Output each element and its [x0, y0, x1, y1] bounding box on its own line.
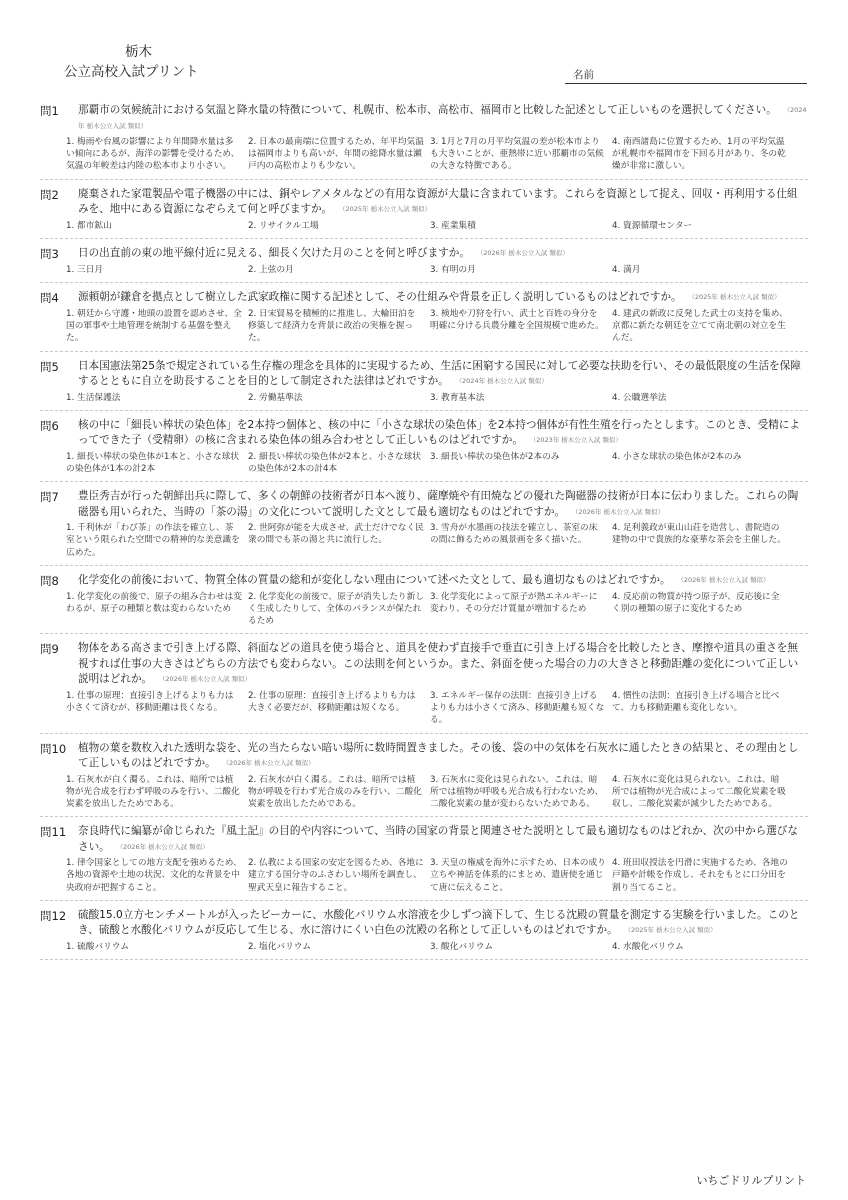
question-text: 化学変化の前後において、物質全体の質量の総和が変化しない理由について述べた文として、最も適切なものはどれですか。	[78, 573, 671, 586]
answer-choice: 2. 仏教による国家の安定を図るため、各地に建立する国分寺のふさわしい場所を調査し、聖武天皇に報告すること。	[248, 858, 424, 893]
answer-choice: 2. 化学変化の前後で、原子が消失したり新しく生成したりして、全体のバランスが保たれるため	[248, 591, 424, 627]
question-source: （2023年 栃木公立入試 類似）	[532, 436, 622, 445]
answer-choice: 3. 天皇の権威を海外に示すため、日本の成り立ちや神話を体系的にまとめ、遣唐使を通じて唐に伝えること。	[430, 858, 606, 893]
question-number: 問11	[40, 825, 67, 840]
question-block	[40, 184, 808, 239]
question-block	[40, 738, 808, 818]
answer-choice: 1. 硫酸バリウム	[66, 941, 130, 952]
question-number: 問1	[40, 104, 59, 118]
answer-choice: 2. 仕事の原理：直接引き上げるよりも力は大きく必要だが、移動距離は短くなる。	[248, 690, 416, 714]
answer-choice: 1. 梅雨や台風の影響により年間降水量は多い傾向にあるが、海洋の影響を受けるため、気温の年較差は内陸の松本市より小さい。	[66, 137, 240, 172]
answer-choice: 4. 足利義政が東山山荘を造営し、書院造の建物の中で貴族的な豪華な茶会を主催した。	[612, 523, 786, 546]
question-text-container	[78, 824, 808, 855]
question-header	[40, 908, 808, 939]
answer-choice: 1. 石灰水が白く濁る。これは、暗所では植物が光合成を行わず呼吸のみを行い、二酸化炭素を放出したためである。	[66, 774, 240, 809]
answer-choice: 3. 有明の月	[430, 264, 476, 275]
question-block	[40, 821, 808, 901]
question-number: 問7	[40, 490, 59, 505]
question-text-container	[78, 908, 808, 939]
question-text: 豊臣秀吉が行った朝鮮出兵に際して、多くの朝鮮の技術者が日本へ渡り、薩摩焼や有田焼などの優れた陶磁器の技術が日本に伝わりました。これらの陶磁器も用いられた、当時の「茶の湯」の文化について説明した文として最も適切なものはどれですか。	[78, 490, 799, 518]
answer-choice: 1. 化学変化の前後で、原子の組み合わせは変わるが、原子の種類と数は変わらないため	[66, 591, 242, 615]
question-source: （2024年 栃木公立入試 類似）	[458, 377, 548, 386]
question-block	[40, 486, 808, 566]
question-number: 問2	[40, 187, 59, 202]
question-text-container	[78, 489, 808, 520]
choice-list	[40, 451, 808, 475]
answer-choice: 4. 南西諸島に位置するため、1月の平均気温が札幌市や福岡市を下回る月があり、冬の乾燥が非常に激しい。	[612, 137, 786, 172]
question-text-container	[78, 741, 808, 772]
answer-choice: 4. 建武の新政に反発した武士の支持を集め、京都に新たな朝廷を立てて南北朝の対立を生んだ。	[612, 309, 788, 344]
answer-choice: 2. 日本の最南端に位置するため、年平均気温は福岡市よりも高いが、年間の総降水量は瀬戸内の高松市よりも少ない。	[248, 137, 424, 172]
footer-brand: いちごドリルプリント	[696, 1174, 806, 1187]
answer-choice: 1. 細長い棒状の染色体が1本と、小さな球状の染色体が1本の計2本	[66, 451, 239, 475]
question-text-container	[78, 187, 808, 218]
answer-choice: 4. 公職選挙法	[612, 392, 667, 403]
answer-choice: 4. 石灰水に変化は見られない。これは、暗所では植物が光合成によって二酸化炭素を吸収し、二酸化炭素が減少したためである。	[612, 774, 786, 809]
question-header	[40, 418, 808, 449]
answer-choice: 2. 塩化バリウム	[248, 941, 312, 952]
name-label: 名前	[573, 69, 594, 81]
answer-choice: 1. 三日月	[66, 264, 104, 275]
choice-list	[40, 941, 808, 953]
question-block	[40, 356, 808, 411]
prefecture-title: 栃木	[125, 44, 152, 60]
question-text-container	[78, 641, 808, 688]
question-text: 日の出直前の東の地平線付近に見える、細長く欠けた月のことを何と呼びますか。	[78, 246, 470, 259]
answer-choice: 2. 世阿弥が能を大成させ、武士だけでなく民衆の間でも茶の湯と共に流行した。	[248, 523, 424, 546]
question-header	[40, 824, 808, 855]
answer-choice: 1. 生活保護法	[66, 392, 121, 403]
question-header	[40, 573, 808, 589]
answer-choice: 1. 仕事の原理：直接引き上げるよりも力は小さくて済むが、移動距離は長くなる。	[66, 690, 234, 714]
choice-list	[40, 857, 808, 894]
question-text: 物体をある高さまで引き上げる際、斜面などの道具を使う場合と、道具を使わず直接手で垂直に引き上げる場合を比較したとき、摩擦や道具の重さを無視すれば仕事の大きさはどちらの方法でも変わらない。この法則を何というか。また、斜面を使った場合の力の大きさと移動距離の変化について正しい説明はどれか。	[78, 642, 799, 686]
question-text: 源頼朝が鎌倉を拠点として樹立した武家政権に関する記述として、その仕組みや背景を正しく説明しているものはどれですか。	[78, 291, 682, 304]
question-list	[40, 100, 808, 964]
answer-choice: 4. 班田収授法を円滑に実施するため、各地の戸籍や計帳を作成し、それをもとに口分田を割り当てること。	[612, 858, 788, 893]
answer-choice: 3. エネルギー保存の法則：直接引き上げるよりも力は小さくて済み、移動距離も短くなる。	[430, 690, 605, 726]
question-header	[40, 489, 808, 520]
choice-list	[40, 308, 808, 345]
answer-choice: 4. 水酸化バリウム	[612, 941, 684, 952]
question-number: 問8	[40, 573, 59, 588]
question-source: （2025年 栃木公立入試 類似）	[691, 293, 781, 302]
choice-list	[40, 264, 808, 276]
answer-choice: 4. 小さな球状の染色体が2本のみ	[612, 451, 742, 462]
choice-list	[40, 690, 808, 727]
worksheet-title: 公立高校入試プリント	[64, 64, 199, 80]
question-block	[40, 570, 808, 635]
question-source: （2025年 栃木公立入試 類似）	[627, 926, 717, 935]
question-text-container	[78, 573, 808, 589]
question-text-container	[78, 290, 808, 306]
answer-choice: 4. 満月	[612, 264, 641, 275]
question-source: （2024年 栃木公立入試 類似）	[78, 106, 807, 130]
question-header	[40, 187, 808, 218]
answer-choice: 2. 日宋貿易を積極的に推進し、大輪田泊を修築して経済力を背景に政治の実権を握った。	[248, 309, 416, 344]
question-source: （2026年 栃木公立入試 類似）	[119, 842, 209, 851]
question-header	[40, 359, 808, 390]
question-header	[40, 290, 808, 306]
question-text: 那覇市の気候統計における気温と降水量の特徴について、札幌市、松本市、高松市、福岡市と比較した記述として正しいものを選択してください。	[78, 104, 777, 116]
question-block	[40, 100, 808, 180]
question-text-container	[78, 103, 808, 134]
answer-choice: 3. 石灰水に変化は見られない。これは、暗所では植物が呼吸も光合成も行わないため、二酸化炭素の量が変わらないためである。	[430, 774, 604, 809]
answer-choice: 3. 雪舟が水墨画の技法を確立し、茶室の床の間に飾るための風景画を多く描いた。	[430, 523, 598, 546]
choice-list	[40, 591, 808, 628]
question-text-container	[78, 359, 808, 390]
question-number: 問3	[40, 246, 59, 261]
answer-choice: 3. 産業集積	[430, 220, 476, 231]
answer-choice: 4. 資源循環センター	[612, 220, 693, 231]
question-number: 問9	[40, 642, 59, 657]
answer-choice: 1. 千利休が「わび茶」の作法を確立し、茶室という限られた空間での精神的な美意識を広めた。	[66, 523, 240, 558]
question-block	[40, 905, 808, 960]
question-source: （2026年 栃木公立入試 類似）	[162, 675, 252, 684]
choice-list	[40, 522, 808, 559]
question-text: 日本国憲法第25条で規定されている生存権の理念を具体的に実現するため、生活に困窮する国民に対して必要な扶助を行い、その最低限度の生活を保障するとともに自立を助長することを目的として制定された法律はどれですか。	[78, 359, 801, 388]
answer-choice: 1. 律令国家としての地方支配を強めるため、各地の資源や土地の状況、文化的な背景を中央政府が把握すること。	[66, 858, 242, 893]
answer-choice: 2. 上弦の月	[248, 264, 294, 275]
question-block	[40, 243, 808, 283]
question-source: （2026年 栃木公立入試 類似）	[680, 575, 770, 584]
question-number: 問4	[40, 291, 59, 306]
question-header	[40, 641, 808, 688]
question-header	[40, 741, 808, 772]
answer-choice: 2. 細長い棒状の染色体が2本と、小さな球状の染色体が2本の計4本	[248, 451, 421, 475]
question-number: 問12	[40, 908, 67, 923]
question-source: （2026年 栃木公立入試 類似）	[479, 248, 569, 257]
answer-choice: 3. 1月と7月の月平均気温の差が松本市よりも大きいことが、亜熱帯に近い那覇市の気候の大きな特徴である。	[430, 137, 604, 172]
answer-choice: 3. 教育基本法	[430, 392, 485, 403]
question-block	[40, 287, 808, 352]
question-text: 核の中に「細長い棒状の染色体」を2本持つ個体と、核の中に「小さな球状の染色体」を2本持つ個体が有性生殖を行ったとします。このとき、受精によってできた子（受精卵）の核に含まれる染色体の組み合わせとして正しいものはどれですか。	[78, 418, 800, 447]
answer-choice: 4. 反応前の物質が持つ原子が、反応後に全く別の種類の原子に変化するため	[612, 591, 780, 615]
question-header	[40, 246, 808, 262]
question-text: 植物の葉を数枚入れた透明な袋を、光の当たらない暗い場所に数時間置きました。その後、袋の中の気体を石灰水に通したときの結果と、その理由として正しいものはどれですか。	[78, 741, 799, 770]
choice-list	[40, 774, 808, 811]
answer-choice: 3. 酸化バリウム	[430, 941, 494, 952]
answer-choice: 1. 朝廷から守護・地頭の設置を認めさせ、全国の軍事や土地管理を統制する基盤を整えた。	[66, 309, 242, 344]
choice-list	[40, 392, 808, 404]
worksheet-header	[0, 0, 848, 100]
answer-choice: 4. 慣性の法則：直接引き上げる場合と比べて、力も移動距離も変化しない。	[612, 690, 780, 714]
answer-choice: 3. 化学変化によって原子が熱エネルギーに変わり、その分だけ質量が増加するため	[430, 591, 598, 615]
name-line	[565, 83, 807, 84]
answer-choice: 2. リサイクル工場	[248, 220, 319, 231]
question-text: 廃棄された家電製品や電子機器の中には、銅やレアメタルなどの有用な資源が大量に含まれています。これらを資源として捉え、回収・再利用する仕組みを、地中にある資源になぞらえて何と呼びますか。	[78, 187, 798, 216]
answer-choice: 2. 労働基準法	[248, 392, 303, 403]
question-block	[40, 638, 808, 733]
question-header	[40, 103, 808, 134]
answer-choice: 2. 石灰水が白く濁る。これは、暗所では植物が呼吸を行わず光合成のみを行い、二酸化炭素を放出したためである。	[248, 774, 422, 809]
question-source: （2025年 栃木公立入試 類似）	[342, 205, 432, 214]
question-source: （2026年 栃木公立入試 類似）	[575, 507, 665, 516]
question-text-container	[78, 418, 808, 449]
choice-list	[40, 220, 808, 232]
answer-choice: 3. 検地や刀狩を行い、武士と百姓の身分を明確に分ける兵農分離を全国規模で進めた。	[430, 309, 604, 332]
choice-list	[40, 136, 808, 173]
answer-choice: 1. 都市鉱山	[66, 220, 112, 231]
question-text-container	[78, 246, 808, 262]
question-text: 硫酸15.0立方センチメートルが入ったビーカーに、水酸化バリウム水溶液を少しずつ滴下して、生じる沈殿の質量を測定する実験を行いました。このとき、硫酸と水酸化バリウムが反応して生じる、水に溶けにくい白色の沈殿の名称として正しいものはどれですか。	[78, 908, 800, 937]
question-number: 問6	[40, 418, 59, 433]
question-number: 問5	[40, 359, 59, 374]
answer-choice: 3. 細長い棒状の染色体が2本のみ	[430, 451, 560, 462]
question-number: 問10	[40, 741, 67, 756]
question-source: （2026年 栃木公立入試 類似）	[225, 759, 315, 768]
question-text: 奈良時代に編纂が命じられた『風土記』の目的や内容について、当時の国家の背景と関連させた説明として最も適切なものはどれか、次の中から選びなさい。	[78, 825, 798, 853]
question-block	[40, 415, 808, 482]
